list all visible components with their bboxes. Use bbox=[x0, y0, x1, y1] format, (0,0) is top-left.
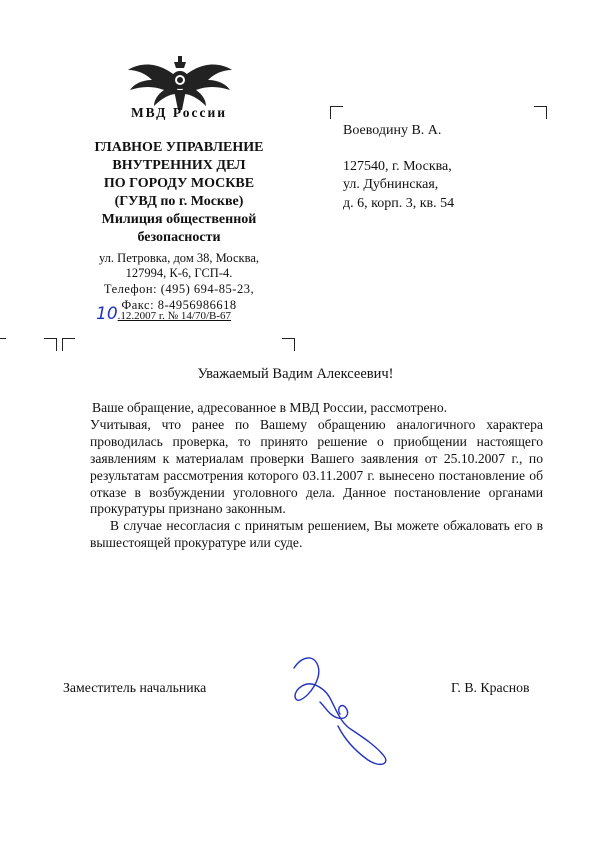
org-line: (ГУВД по г. Москве) bbox=[114, 194, 244, 209]
recipient-address-line: 127540, г. Москва, bbox=[343, 158, 452, 174]
letter-paragraph: Учитывая, что ранее по Вашему обращению аналогичного характера проводилась проверка, то принято решение о приобщении настоящего заявлениям к материалам проверки Вашего заявления от 25.10.2007 г., по результатам рассмотрения которого 03.11.2007 г. вынесено постановление об отказе в возбуждении уголовного дела. Данное постановление органами прокуратуры признано законным. bbox=[90, 416, 543, 517]
org-line: ВНУТРЕННИХ ДЕЛ bbox=[112, 158, 246, 173]
letter-paragraph: Ваше обращение, адресованное в МВД России, рассмотрено. bbox=[92, 400, 448, 415]
corner-mark bbox=[330, 106, 343, 119]
reference-number bbox=[96, 304, 231, 324]
org-line: ГЛАВНОЕ УПРАВЛЕНИЕ bbox=[94, 140, 264, 155]
recipient-address-line: ул. Дубнинская, bbox=[343, 177, 439, 192]
handwritten-day: 10 bbox=[96, 304, 118, 324]
org-line: безопасности bbox=[137, 230, 221, 245]
ministry-name: МВД России bbox=[130, 105, 228, 120]
letter-paragraph: В случае несогласия с принятым решением, Вы можете обжаловать его в вышестоящей прокуратуре или суде. bbox=[90, 518, 543, 551]
org-line: Милиция общественной bbox=[101, 212, 257, 227]
letter-greeting: Уважаемый Вадим Алексеевич! bbox=[197, 366, 394, 382]
recipient-name: Воеводину В. А. bbox=[343, 123, 442, 138]
reference-rest: .12.2007 г. № 14/70/В-67 bbox=[117, 310, 232, 322]
corner-mark bbox=[534, 106, 547, 119]
signer-name: Г. В. Краснов bbox=[451, 680, 530, 695]
phone: Телефон: (495) 694-85-23, bbox=[103, 282, 255, 296]
recipient-block bbox=[343, 122, 454, 213]
org-line: ПО ГОРОДУ МОСКВЕ bbox=[103, 176, 255, 191]
address-line: 127994, К-6, ГСП-4. bbox=[125, 266, 233, 280]
fold-tick bbox=[0, 338, 6, 339]
corner-mark bbox=[62, 338, 75, 351]
address-line: ул. Петровка, дом 38, Москва, bbox=[98, 251, 260, 265]
signer-title: Заместитель начальника bbox=[63, 680, 207, 695]
organization-header bbox=[70, 105, 288, 313]
recipient-address-line: д. 6, корп. 3, кв. 54 bbox=[343, 195, 455, 211]
corner-mark bbox=[44, 338, 57, 351]
letter-body bbox=[90, 400, 543, 552]
fax: Факс: 8-4956986618 bbox=[121, 298, 237, 312]
corner-mark bbox=[282, 338, 295, 351]
handwritten-signature bbox=[280, 648, 400, 768]
